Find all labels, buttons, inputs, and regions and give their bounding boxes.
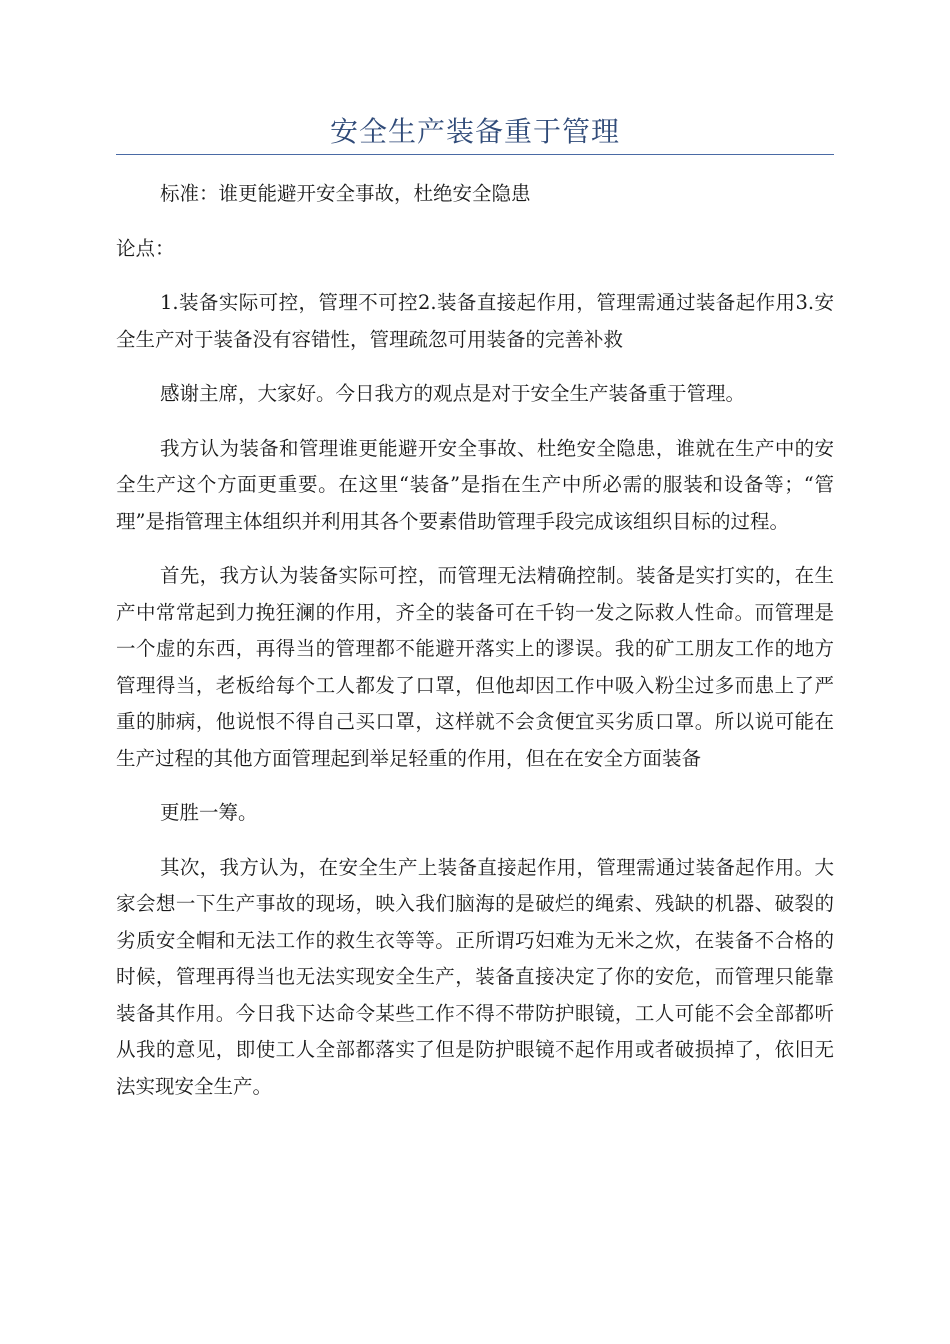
paragraph-opening: 感谢主席，大家好。今日我方的观点是对于安全生产装备重于管理。 <box>160 382 746 405</box>
argument-label: 论点： <box>116 236 175 260</box>
document-body <box>116 176 834 1105</box>
paragraph-definition: 我方认为装备和管理谁更能避开安全事故、杜绝安全隐患，谁就在生产中的安全生产这个方面更重要。在这里“装备”是指在生产中所必需的服装和设备等；“管理”是指管理主体组织并利用其各个要素借助管理手段完成该组织目标的过程。 <box>116 436 834 533</box>
title-underline <box>116 154 834 155</box>
paragraph-second-point: 其次，我方认为，在安全生产上装备直接起作用，管理需通过装备起作用。大家会想一下生产事故的现场，映入我们脑海的是破烂的绳索、残缺的机器、破裂的劣质安全帽和无法工作的救生衣等等。正所谓巧妇难为无米之炊，在装备不合格的时候，管理再得当也无法实现安全生产，装备直接决定了你的安危，而管理只能靠装备其作用。今日我下达命令某些工作不得不带防护眼镜，工人可能不会全部都听从我的意见，即使工人全部都落实了但是防护眼镜不起作用或者破损掉了，依旧无法实现安全生产。 <box>116 855 834 1098</box>
document-title: 安全生产装备重于管理 <box>329 115 620 148</box>
argument-list: 1.装备实际可控，管理不可控2.装备直接起作用，管理需通过装备起作用3.安全生产对于装备没有容错性，管理疏忽可用装备的完善补救 <box>116 291 834 351</box>
standard-line: 标准：谁更能避开安全事故，杜绝安全隐患 <box>160 182 531 205</box>
paragraph-first-point: 首先，我方认为装备实际可控，而管理无法精确控制。装备是实打实的，在生产中常常起到力挽狂澜的作用，齐全的装备可在千钧一发之际救人性命。而管理是一个虚的东西，再得当的管理都不能避开落实上的谬误。我的矿工朋友工作的地方管理得当，老板给每个工人都发了口罩，但他却因工作中吸入粉尘过多而患上了严重的肺病，他说恨不得自己买口罩，这样就不会贪便宜买劣质口罩。所以说可能在生产过程的其他方面管理起到举足轻重的作用，但在在安全方面装备 <box>116 564 834 770</box>
paragraph-first-point-end: 更胜一筹。 <box>160 801 258 824</box>
